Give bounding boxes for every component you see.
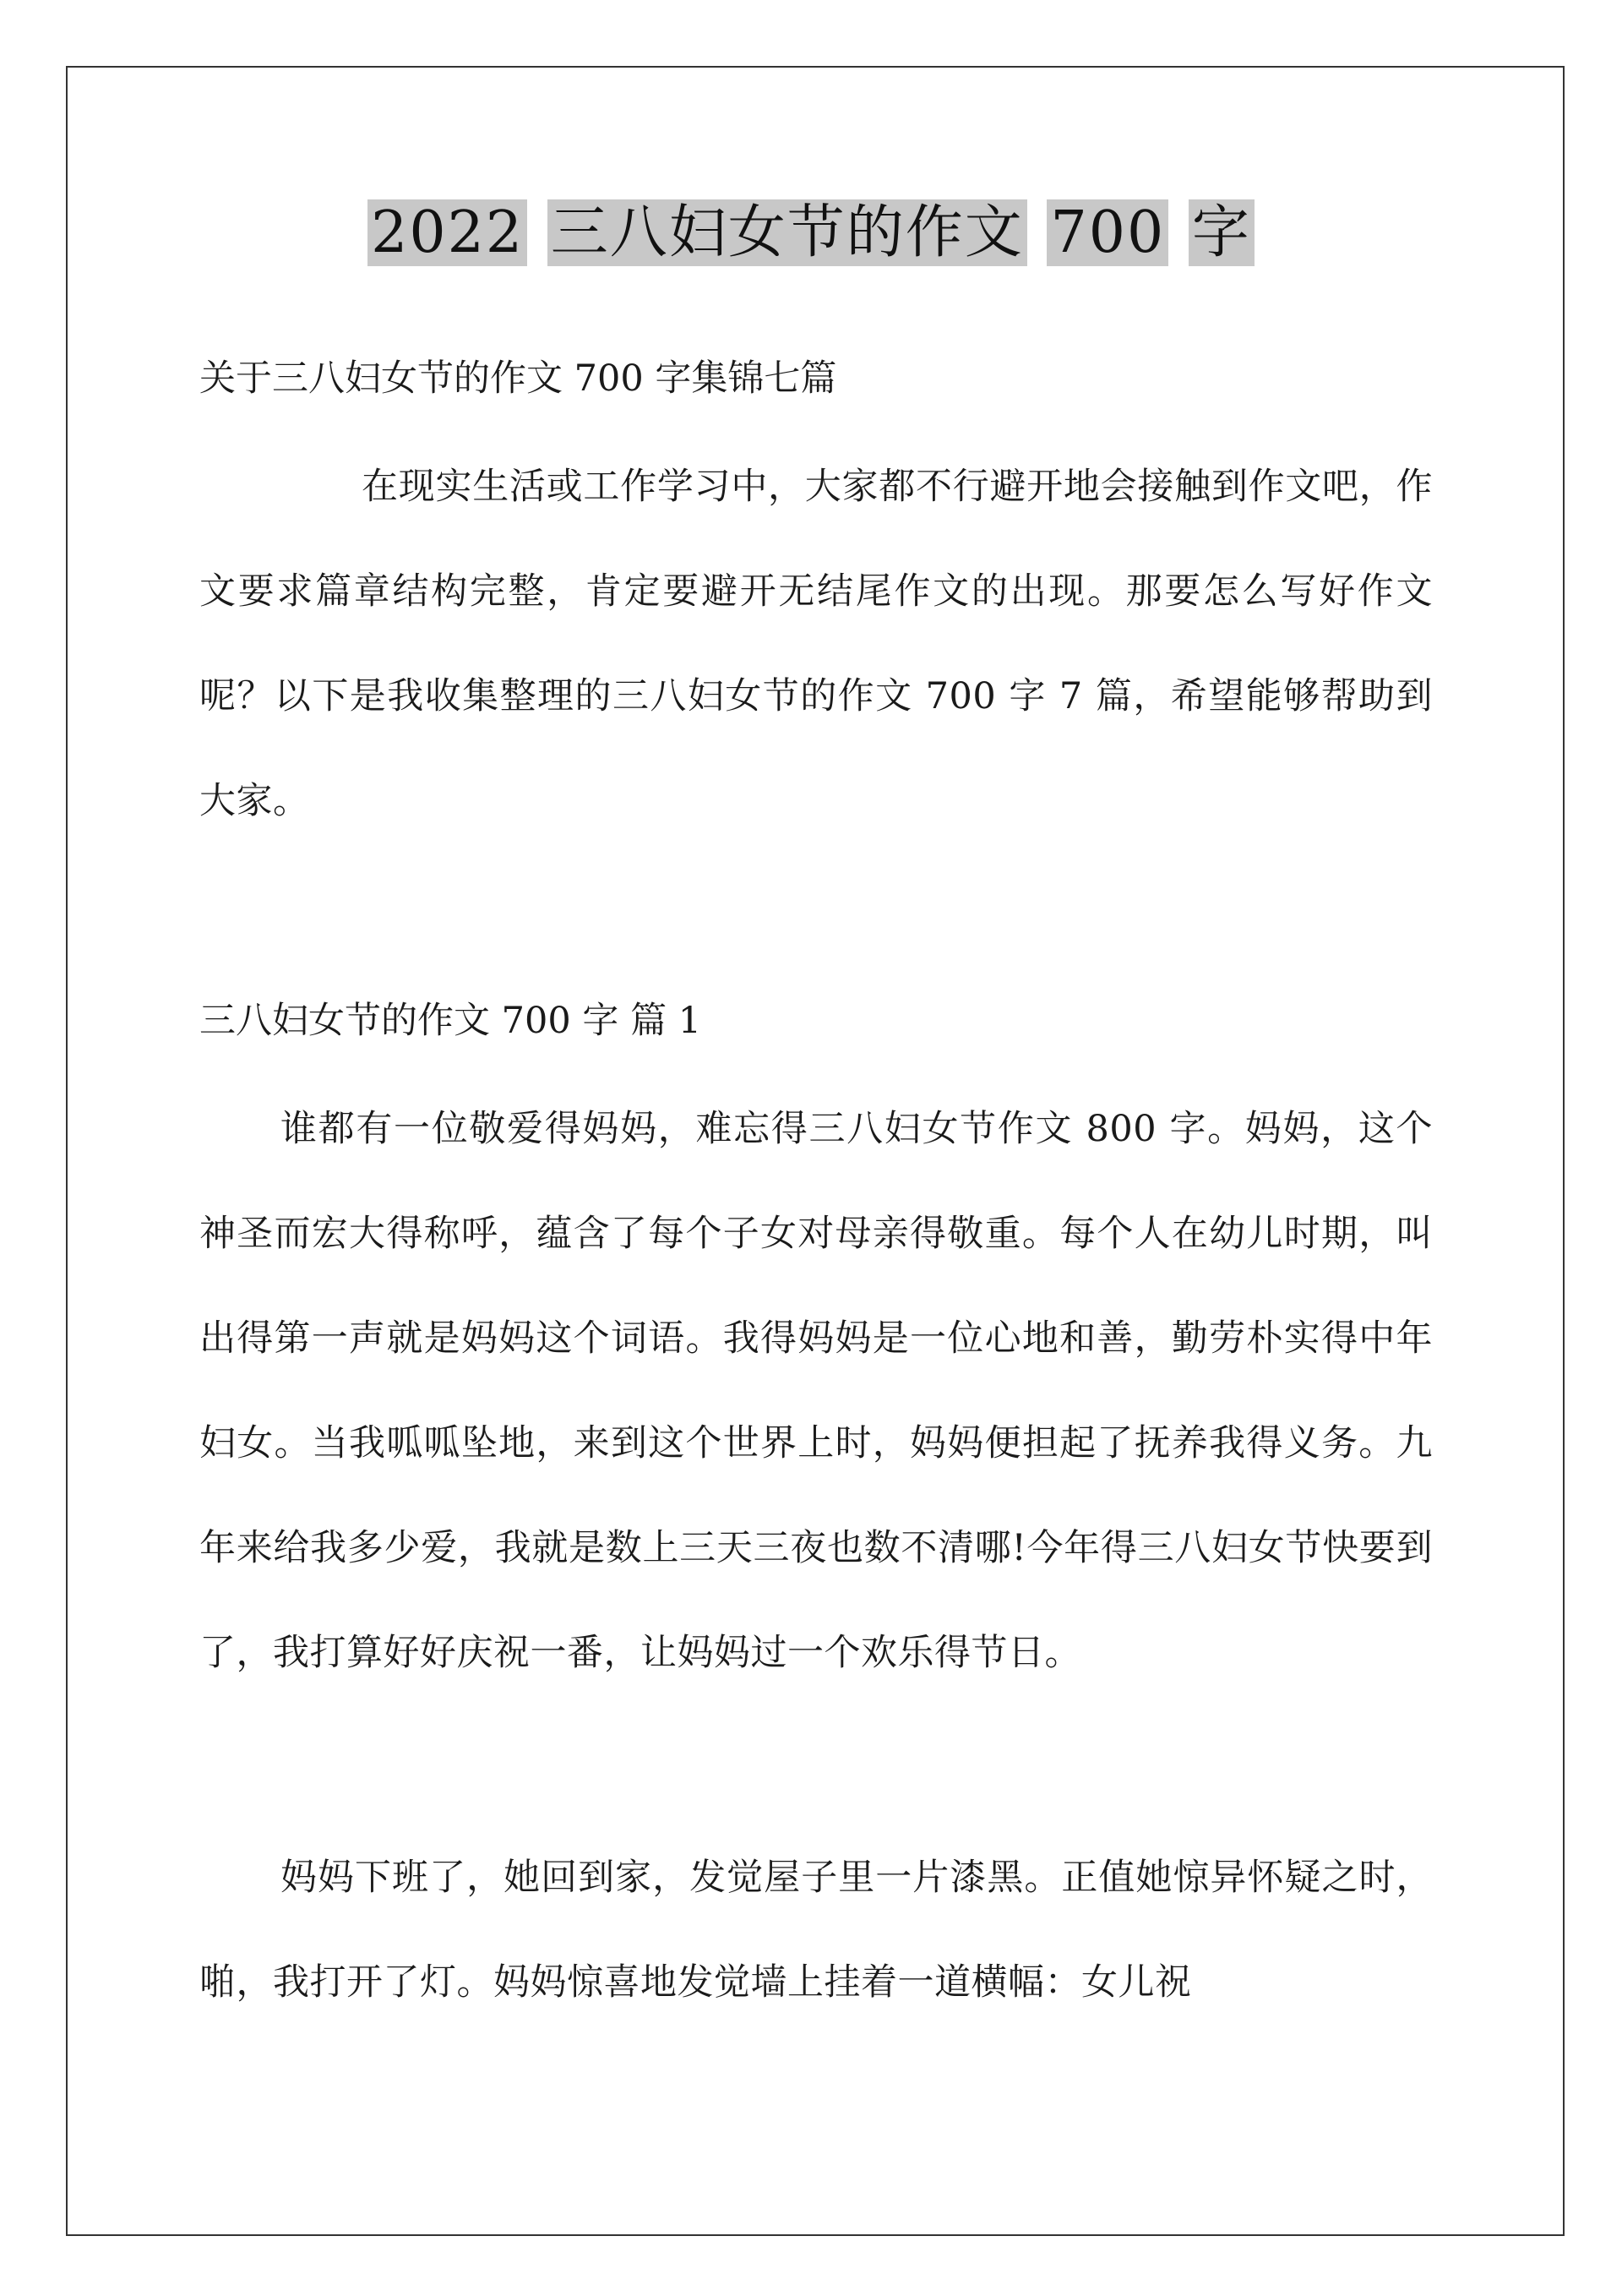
title-count: 700 bbox=[1047, 199, 1168, 266]
title-topic: 三八妇女节的作文 bbox=[547, 199, 1027, 266]
intro-paragraph: 在现实生活或工作学习中，大家都不行避开地会接触到作文吧，作文要求篇章结构完整，肯定要避开无结尾作文的出现。那要怎么写好作文呢？以下是我收集整理的三八妇女节的作文 700 字 7 篇，希望能够帮助到大家。 bbox=[199, 466, 1433, 822]
document-subtitle: 关于三八妇女节的作文 700 字集锦七篇 bbox=[199, 357, 837, 400]
title-year: 2022 bbox=[367, 199, 527, 266]
body-paragraph: 谁都有一位敬爱得妈妈，难忘得三八妇女节作文 800 字。妈妈，这个神圣而宏大得称呼，蕴含了每个子女对母亲得敬重。每个人在幼儿时期，叫出得第一声就是妈妈这个词语。我得妈妈是一位心地和善，勤劳朴实得中年妇女。当我呱呱坠地，来到这个世界上时，妈妈便担起了抚养我得义务。九年来给我多少爱，我就是数上三天三夜也数不清哪!今年得三八妇女节快要到了，我打算好好庆祝一番，让妈妈过一个欢乐得节日。 bbox=[199, 1108, 1433, 1674]
section-heading: 三八妇女节的作文 700 字 篇 1 bbox=[199, 1000, 702, 1042]
title-container bbox=[0, 196, 1622, 270]
body-paragraph: 妈妈下班了，她回到家，发觉屋子里一片漆黑。正值她惊异怀疑之时，啪，我打开了灯。妈妈惊喜地发觉墙上挂着一道横幅：女儿祝 bbox=[199, 1857, 1433, 2004]
document-title bbox=[367, 196, 1255, 270]
title-unit: 字 bbox=[1189, 199, 1255, 266]
